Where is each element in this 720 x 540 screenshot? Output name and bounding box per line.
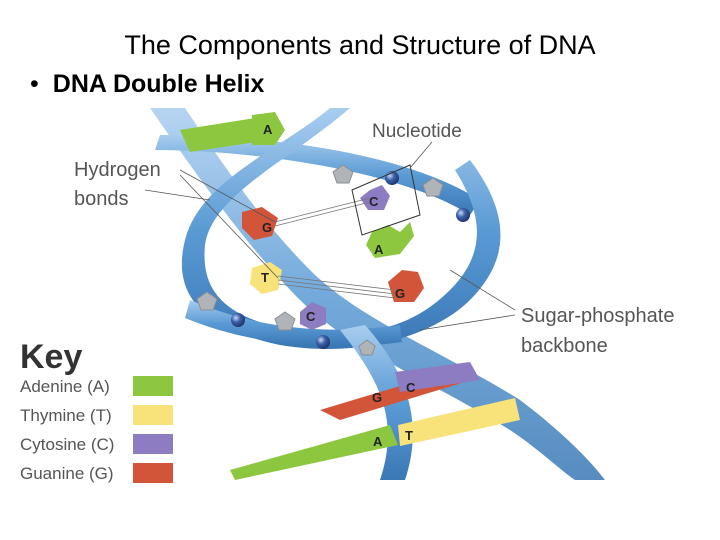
base-g1-letter: G: [262, 220, 273, 235]
base-c2-letter: C: [306, 309, 316, 324]
nucleotide-label: Nucleotide: [372, 121, 462, 142]
slide-title: The Components and Structure of DNA: [124, 30, 596, 60]
key-label-adenine: Adenine (A): [20, 377, 110, 396]
base-pair-at-yellow: [398, 398, 520, 446]
key-title: Key: [20, 338, 83, 376]
base-a3-letter: A: [373, 434, 383, 449]
base-g2-letter: G: [395, 286, 406, 301]
key-swatch-thymine: [133, 405, 173, 425]
key-label-thymine: Thymine (T): [20, 406, 112, 425]
key-swatch-guanine: [133, 463, 173, 483]
base-c1-letter: C: [369, 194, 379, 209]
base-t2-letter: T: [405, 428, 413, 443]
hydrogen-bonds-label-line1: Hydrogen: [74, 159, 161, 181]
base-c3-letter: C: [406, 380, 416, 395]
base-a2-letter: A: [374, 242, 384, 257]
base-g2: [388, 270, 424, 302]
base-a1-letter: A: [263, 122, 273, 137]
sugar-phosphate-label-line2: backbone: [521, 335, 608, 357]
key-swatch-adenine: [133, 376, 173, 396]
key-swatch-cytosine: [133, 434, 173, 454]
key-label-cytosine: Cytosine (C): [20, 435, 115, 454]
bullet-text: DNA Double Helix: [52, 70, 265, 98]
hydrogen-bonds-label-line2: bonds: [74, 188, 129, 210]
key-label-guanine: Guanine (G): [20, 464, 114, 483]
base-t1-letter: T: [261, 270, 269, 285]
bullet-dot: •: [30, 70, 39, 98]
sugar-phosphate-label-line1: Sugar-phosphate: [521, 305, 675, 327]
base-g3-letter: G: [372, 390, 383, 405]
